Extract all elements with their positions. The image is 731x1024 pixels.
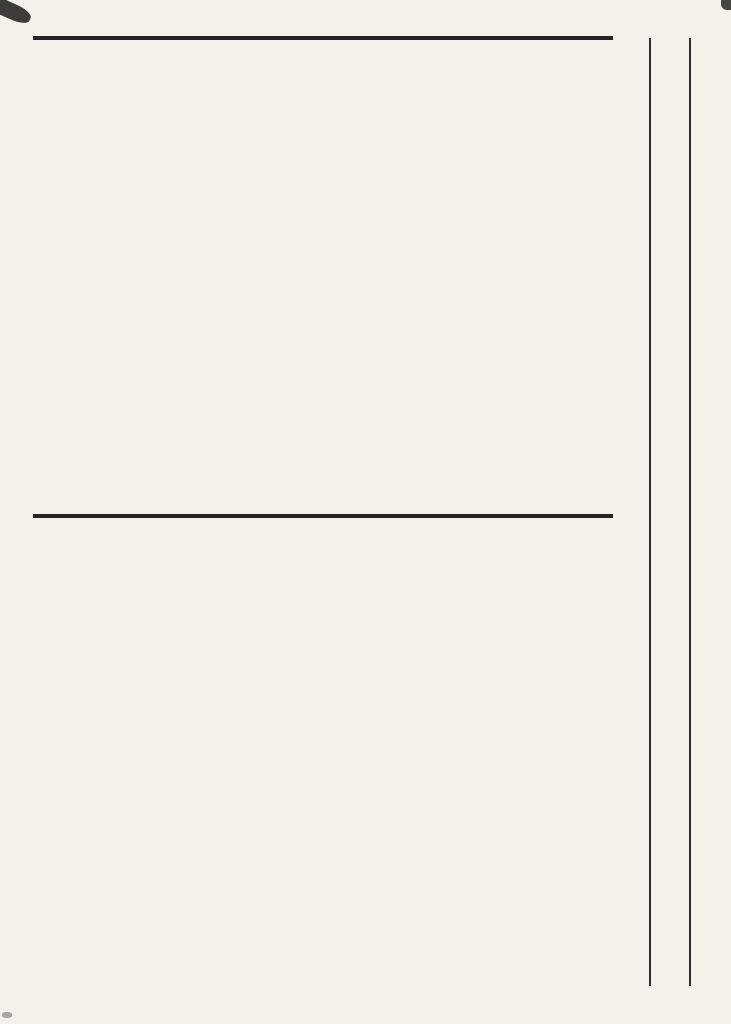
volume-title xyxy=(652,280,690,800)
scan-smudge xyxy=(721,0,731,10)
divider-line xyxy=(649,38,651,986)
headquarters-officers-table xyxy=(33,36,613,40)
attached-instructors-table xyxy=(33,514,613,518)
scan-smudge xyxy=(0,0,33,27)
scan-smudge xyxy=(2,1012,12,1018)
section-title xyxy=(613,295,649,765)
